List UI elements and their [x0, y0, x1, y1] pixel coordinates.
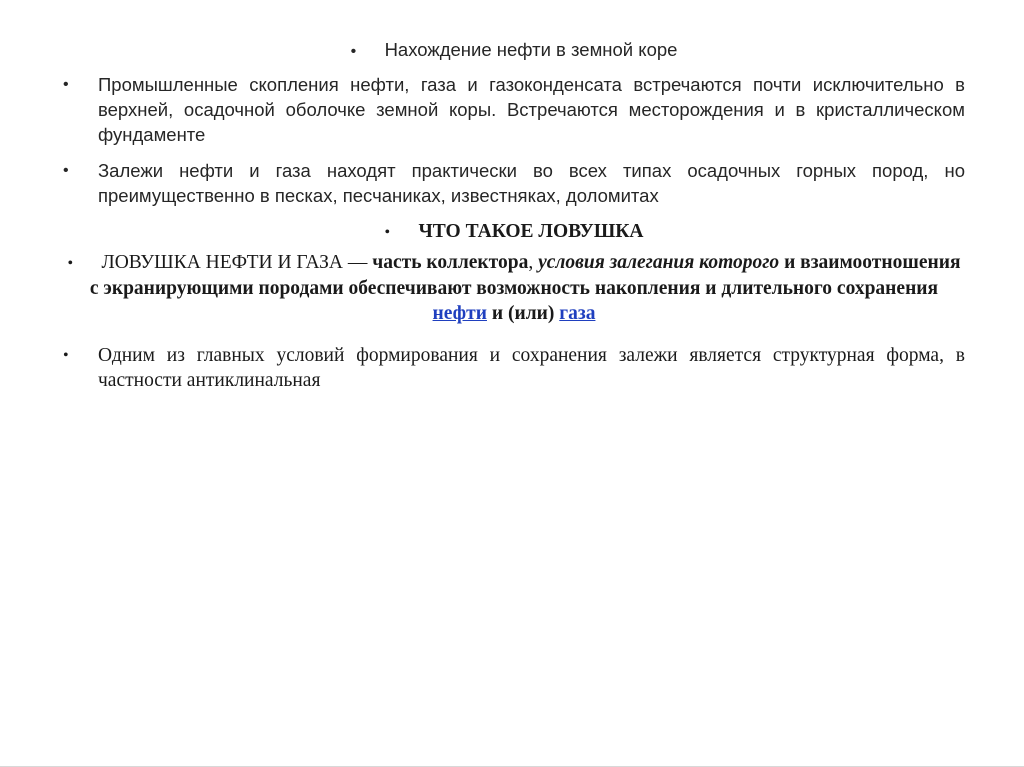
bullet-text: Одним из главных условий формирования и сохранения залежи является структурная форма, в частности антиклинальная	[98, 345, 965, 391]
comma: ,	[528, 252, 534, 273]
bullet-text: Промышленные скопления нефти, газа и газоконденсата встречаются почти исключительно в верхней, осадочной оболочке земной коры. Встречаются месторождения и в кристаллическом фундаменте	[98, 74, 965, 145]
gas-link[interactable]: газа	[559, 303, 596, 324]
definition-part-relations: и взаимоотношения с экранирующими породами обеспечивают возможность накопления и длительного сохранения	[89, 252, 961, 299]
bullet-item-industrial-accumulations	[63, 72, 965, 147]
definition-part-conditions: условия залегания которого	[538, 252, 780, 273]
oil-link[interactable]: нефти	[432, 303, 487, 324]
bullet-dot: •	[63, 347, 69, 364]
bullet-text: Залежи нефти и газа находят практически во всех типах осадочных горных пород, но преимущественно в песках, песчаниках, известняках, доломитах	[98, 160, 965, 206]
definition-part-or: и (или)	[491, 303, 555, 324]
bullet-item-what-is-trap	[63, 219, 965, 245]
bullet-dot: •	[384, 224, 391, 241]
bullet-item-structural-form	[63, 343, 965, 393]
bullet-dot: •	[63, 76, 69, 93]
bullet-text: Нахождение нефти в земной коре	[384, 39, 678, 60]
bullet-dot: •	[67, 255, 74, 272]
bullet-item-trap-definition	[63, 250, 965, 326]
bullet-dot: •	[350, 43, 357, 60]
term: ЛОВУШКА НЕФТИ И ГАЗА —	[101, 252, 368, 273]
bullet-item-oil-location	[63, 37, 965, 64]
definition-part-collector: часть коллектора	[372, 252, 529, 273]
bullet-dot: •	[63, 162, 69, 179]
bullet-item-deposits-rocks	[63, 158, 965, 208]
bullet-text: ЧТО ТАКОЕ ЛОВУШКА	[418, 221, 644, 242]
